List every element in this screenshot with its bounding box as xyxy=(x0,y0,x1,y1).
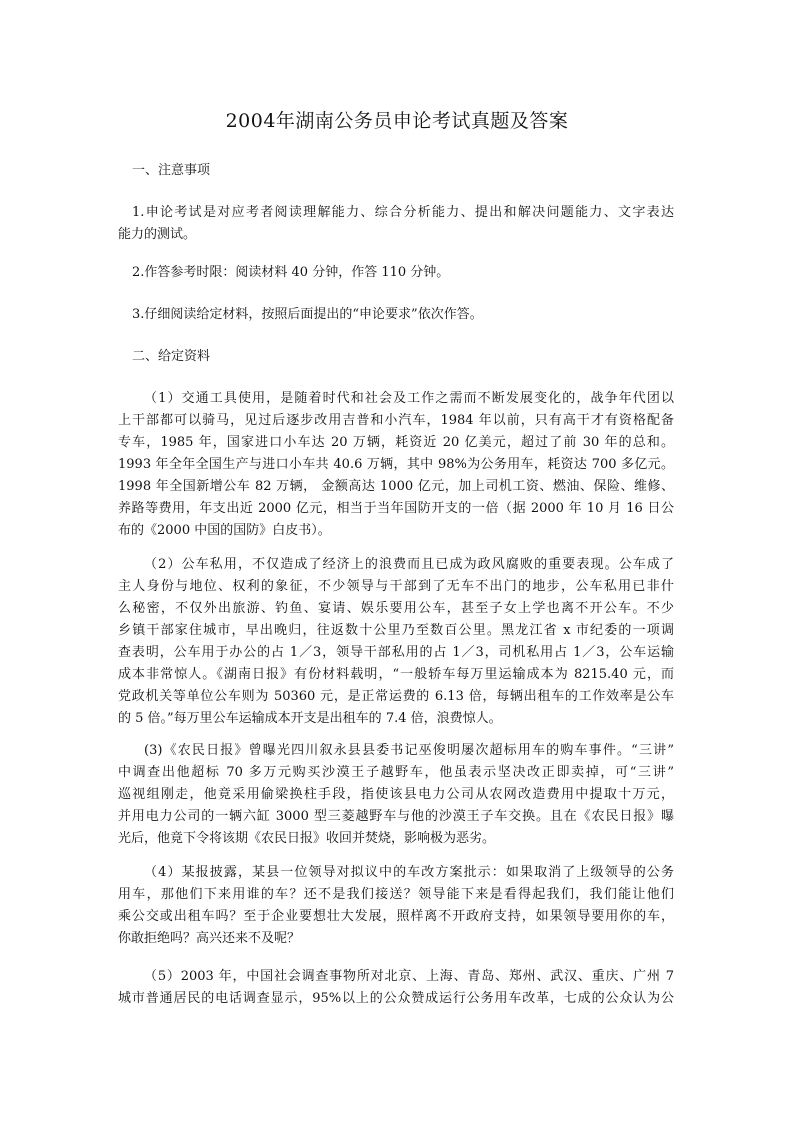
para3-line: 光后，他竟下令将该期《农民日报》收回并焚烧，影响极为恶劣。 xyxy=(118,831,496,846)
notice-3-line: 3.仔细阅读给定材料，按照后面提出的“申论要求”依次作答。 xyxy=(132,307,483,322)
para3-line: 并用电力公司的一辆六缸 3000 型三菱越野车与他的沙漠王子车交换。且在《农民日报》曝 xyxy=(118,809,674,824)
para1-line: 专车，1985 年，国家进口小车达 20 万辆，耗资近 20 亿美元，超过了前 30 年的总和。 xyxy=(118,435,674,450)
section-heading-notes xyxy=(118,160,674,182)
para1-line: 1993 年全年全国生产与进口小车共 40.6 万辆，其中 98%为公务用车，耗资达 700 多亿元。 xyxy=(118,457,674,472)
notice-1-line-2: 能力的测试。 xyxy=(118,227,197,242)
para4-line: 乘公交或出租车吗？至于企业要想壮大发展，照样离不开政府支持，如果领导要用你的车， xyxy=(118,909,674,924)
para2-line: 主人身份与地位、权利的象征，不少领导与干部到了无车不出门的地步，公车私用已非什 xyxy=(118,579,674,594)
section-heading-materials xyxy=(118,346,674,368)
para3-line: 巡视组刚走，他竟采用偷梁换柱手段，指使该县电力公司从农网改造费用中提取十万元， xyxy=(118,787,674,802)
paragraph-4 xyxy=(118,862,674,950)
para3-line: (3)《农民日报》曾曝光四川叙永县县委书记巫俊明屡次超标用车的购车事件。“三讲” xyxy=(144,743,674,758)
paragraph-3 xyxy=(118,740,674,850)
para1-line: 1998 年全国新增公车 82 万辆， 金额高达 1000 亿元，加上司机工资、燃油、保险、维修、 xyxy=(118,479,674,494)
section2-heading: 二、给定资料 xyxy=(132,349,211,364)
para2-line: 的 5 倍。”每万里公车运输成本开支是出租车的 7.4 倍，浪费惊人。 xyxy=(118,711,502,726)
para1-line: 养路等费用，年支出近 2000 亿元，相当于当年国防开支的一倍（据 2000 年 10 月 16 日公 xyxy=(118,501,674,516)
para1-line: （1）交通工具使用，是随着时代和社会及工作之需而不断发展变化的，战争年代团以 xyxy=(144,391,674,406)
paragraph-2 xyxy=(118,554,674,730)
paragraph-5 xyxy=(118,966,674,1010)
notice-2-line: 2.作答参考时限：阅读材料 40 分钟，作答 110 分钟。 xyxy=(132,265,450,280)
notice-3 xyxy=(118,304,674,326)
para2-line: 查表明，公车用于办公的占 1／3，领导干部私用的占 1／3，司机私用占 1／3，公车运输 xyxy=(118,645,674,660)
para2-line: 党政机关等单位公车则为 50360 元，是正常运费的 6.13 倍，每辆出租车的工作效率是公车 xyxy=(118,689,674,704)
para3-line: 中调查出他超标 70 多万元购买沙漠王子越野车，他虽表示坚决改正即卖掉，可“三讲” xyxy=(118,765,674,780)
para4-line: 你敢拒绝吗？高兴还来不及呢？ xyxy=(118,931,301,946)
document-title: 2004年湖南公务员申论考试真题及答案 xyxy=(225,110,569,132)
para2-line: 么秘密，不仅外出旅游、钓鱼、宴请、娱乐要用公车，甚至子女上学也离不开公车。不少 xyxy=(118,601,674,616)
para1-line: 布的《2000 中国的国防》白皮书）。 xyxy=(118,523,331,538)
para5-line: 城市普通居民的电话调查显示，95%以上的公众赞成运行公务用车改革，七成的公众认为公 xyxy=(118,991,674,1006)
notice-1 xyxy=(118,202,674,246)
notice-1-line-1: 1.申论考试是对应考者阅读理解能力、综合分析能力、提出和解决问题能力、文字表达 xyxy=(132,205,674,220)
para5-line: （5）2003 年，中国社会调查事物所对北京、上海、青岛、郑州、武汉、重庆、广州 7 xyxy=(144,969,674,984)
section1-heading: 一、注意事项 xyxy=(132,163,211,178)
para2-line: 成本非常惊人。《湖南日报》有份材料载明，“一般轿车每万里运输成本为 8215.40 元，而 xyxy=(118,667,674,682)
para2-line: （2）公车私用，不仅造成了经济上的浪费而且已成为政风腐败的重要表现。公车成了 xyxy=(144,557,674,572)
paragraph-1 xyxy=(118,388,674,542)
para4-line: （4）某报披露，某县一位领导对拟议中的车改方案批示：如果取消了上级领导的公务 xyxy=(144,865,674,880)
para1-line: 上干部都可以骑马，见过后逐步改用吉普和小汽车，1984 年以前，只有高干才有资格配备 xyxy=(118,413,674,428)
notice-2 xyxy=(118,262,674,284)
para2-line: 乡镇干部家住城市，早出晚归，往返数十公里乃至数百公里。黑龙江省 x 市纪委的一项调 xyxy=(118,623,674,638)
para4-line: 用车，那他们下来用谁的车？还不是我们接送？领导能下来是看得起我们，我们能让他们 xyxy=(118,887,674,902)
